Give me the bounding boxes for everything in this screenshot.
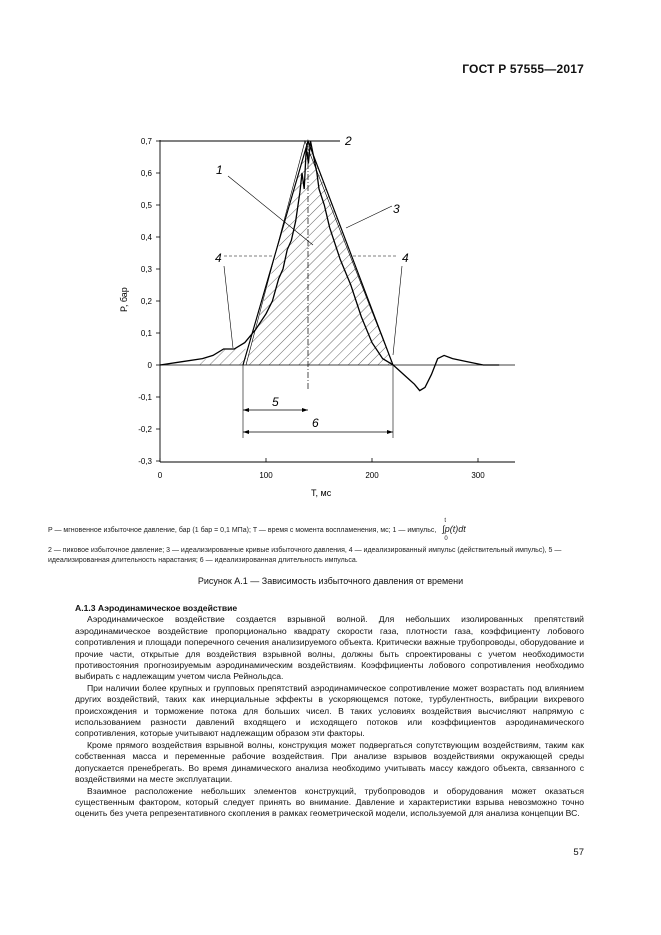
x-tick-label: 200 bbox=[365, 471, 379, 480]
y-tick-label: -0,1 bbox=[138, 393, 152, 402]
x-ticks bbox=[158, 458, 485, 480]
legend-text-1: P — мгновенное избыточное давление, бар (1 бар = 0,1 МПа); T — время с момента воспламенения, мс; 1 — импульс, bbox=[48, 527, 437, 534]
x-tick-label: 300 bbox=[471, 471, 485, 480]
curve-label-4-left: 4 bbox=[215, 251, 222, 265]
paragraph-1: Аэродинамическое воздействие создается взрывной волной. Для небольших изолированных препятствий аэродинамическое воздействие пропорционально квадрату скорости газа, плотности газа, коэффициенту лобового сопротивления и площади поперечного сечения анализируемого объекта. Критически важные трубопроводы, оборудование и прочие части, открытые для воздействия взрывной волны, должны быть спроектированы с учетом необходимости противостояния прогнозируемым аэродинамическим воздействиям. Коэффициенты лобового сопротивления необходимо выбирать с надлежащим учетом числа Рейнольдса. bbox=[75, 614, 584, 682]
paragraph-4: Взаимное расположение небольших элементов конструкций, трубопроводов и оборудования может оказаться существенным фактором, который следует принять во внимание. Давление и характеристики взрыва невозможно точно оценить без учета репрезентативного скопления в рамках геометрической модели, используемой для анализа концепции ВС. bbox=[75, 785, 584, 819]
page-number: 57 bbox=[573, 847, 584, 858]
figure-legend-line2: 2 — пиковое избыточное давление; 3 — идеализированные кривые избыточного давления, 4 — идеализированный импульс (действительный импульс), 5 — идеализированная длительность нарастания; 6 — идеализированная длительность импульса. bbox=[48, 547, 562, 564]
dim-label-6: 6 bbox=[312, 416, 319, 430]
figure-caption: Рисунок А.1 — Зависимость избыточного давления от времени bbox=[197, 576, 464, 586]
curve-label-1: 1 bbox=[216, 163, 223, 177]
impulse-area-main bbox=[246, 141, 393, 365]
y-ticks bbox=[138, 137, 160, 466]
curve-label-2: 2 bbox=[345, 134, 352, 148]
y-tick-label: -0,2 bbox=[138, 425, 152, 434]
curve-label-3: 3 bbox=[393, 202, 400, 216]
paragraph-3: Кроме прямого воздействия взрывной волны, конструкция может подвергаться сопутствующим воздействиям, таким как собственная масса и переменные рабочие воздействия. При анализе взрывов воздействиями окружающей среды допускается пренебрегать. Во время динамического анализа необходимо учитывать массу каждого объекта, связанного с воздействиями на месте эксплуатации. bbox=[75, 739, 584, 785]
integral-formula bbox=[442, 518, 466, 542]
y-axis-label: P, бар bbox=[119, 287, 129, 312]
y-tick-label: 0,4 bbox=[140, 233, 152, 242]
y-tick-label: 0,2 bbox=[140, 297, 152, 306]
document-code: ГОСТ Р 57555—2017 bbox=[462, 62, 584, 76]
y-tick-label: -0,3 bbox=[138, 457, 152, 466]
integral-lower: 0 bbox=[444, 536, 448, 542]
y-tick-label: 0,3 bbox=[140, 265, 152, 274]
y-tick-label: 0 bbox=[147, 361, 152, 370]
y-tick-label: 0,5 bbox=[140, 201, 152, 210]
y-tick-label: 0,6 bbox=[140, 169, 152, 178]
y-tick-label: 0,1 bbox=[140, 329, 152, 338]
integral-expression: ∫p(t)dt bbox=[442, 524, 466, 534]
impulse-area-left bbox=[195, 346, 246, 365]
x-axis-label: T, мс bbox=[311, 488, 332, 498]
dim-label-5: 5 bbox=[272, 395, 279, 409]
paragraph-2: При наличии более крупных и групповых препятствий аэродинамическое сопротивление может возрастать под влиянием других воздействий, таких как инерциальные эффекты в ускоряющемся потоке, турбулентность, вибрации вихревого происхождения и торможение потока для больших чисел. В таких условиях воздействия высчисляют напрямую с использованием разности давлений входящего и исходящего потоков или коэффициентов аэродинамического сопротивления, которые учитывают надлежащим образом эти факторы. bbox=[75, 682, 584, 739]
integral-upper: t bbox=[444, 518, 446, 524]
section-a13 bbox=[75, 603, 584, 820]
figure-legend-line1 bbox=[48, 518, 613, 542]
section-heading: А.1.3 Аэродинамическое воздействие bbox=[75, 603, 238, 613]
x-tick-label: 100 bbox=[259, 471, 273, 480]
curve-label-4-right: 4 bbox=[402, 251, 409, 265]
y-tick-label: 0,7 bbox=[140, 137, 152, 146]
x-tick-label: 0 bbox=[157, 471, 163, 480]
